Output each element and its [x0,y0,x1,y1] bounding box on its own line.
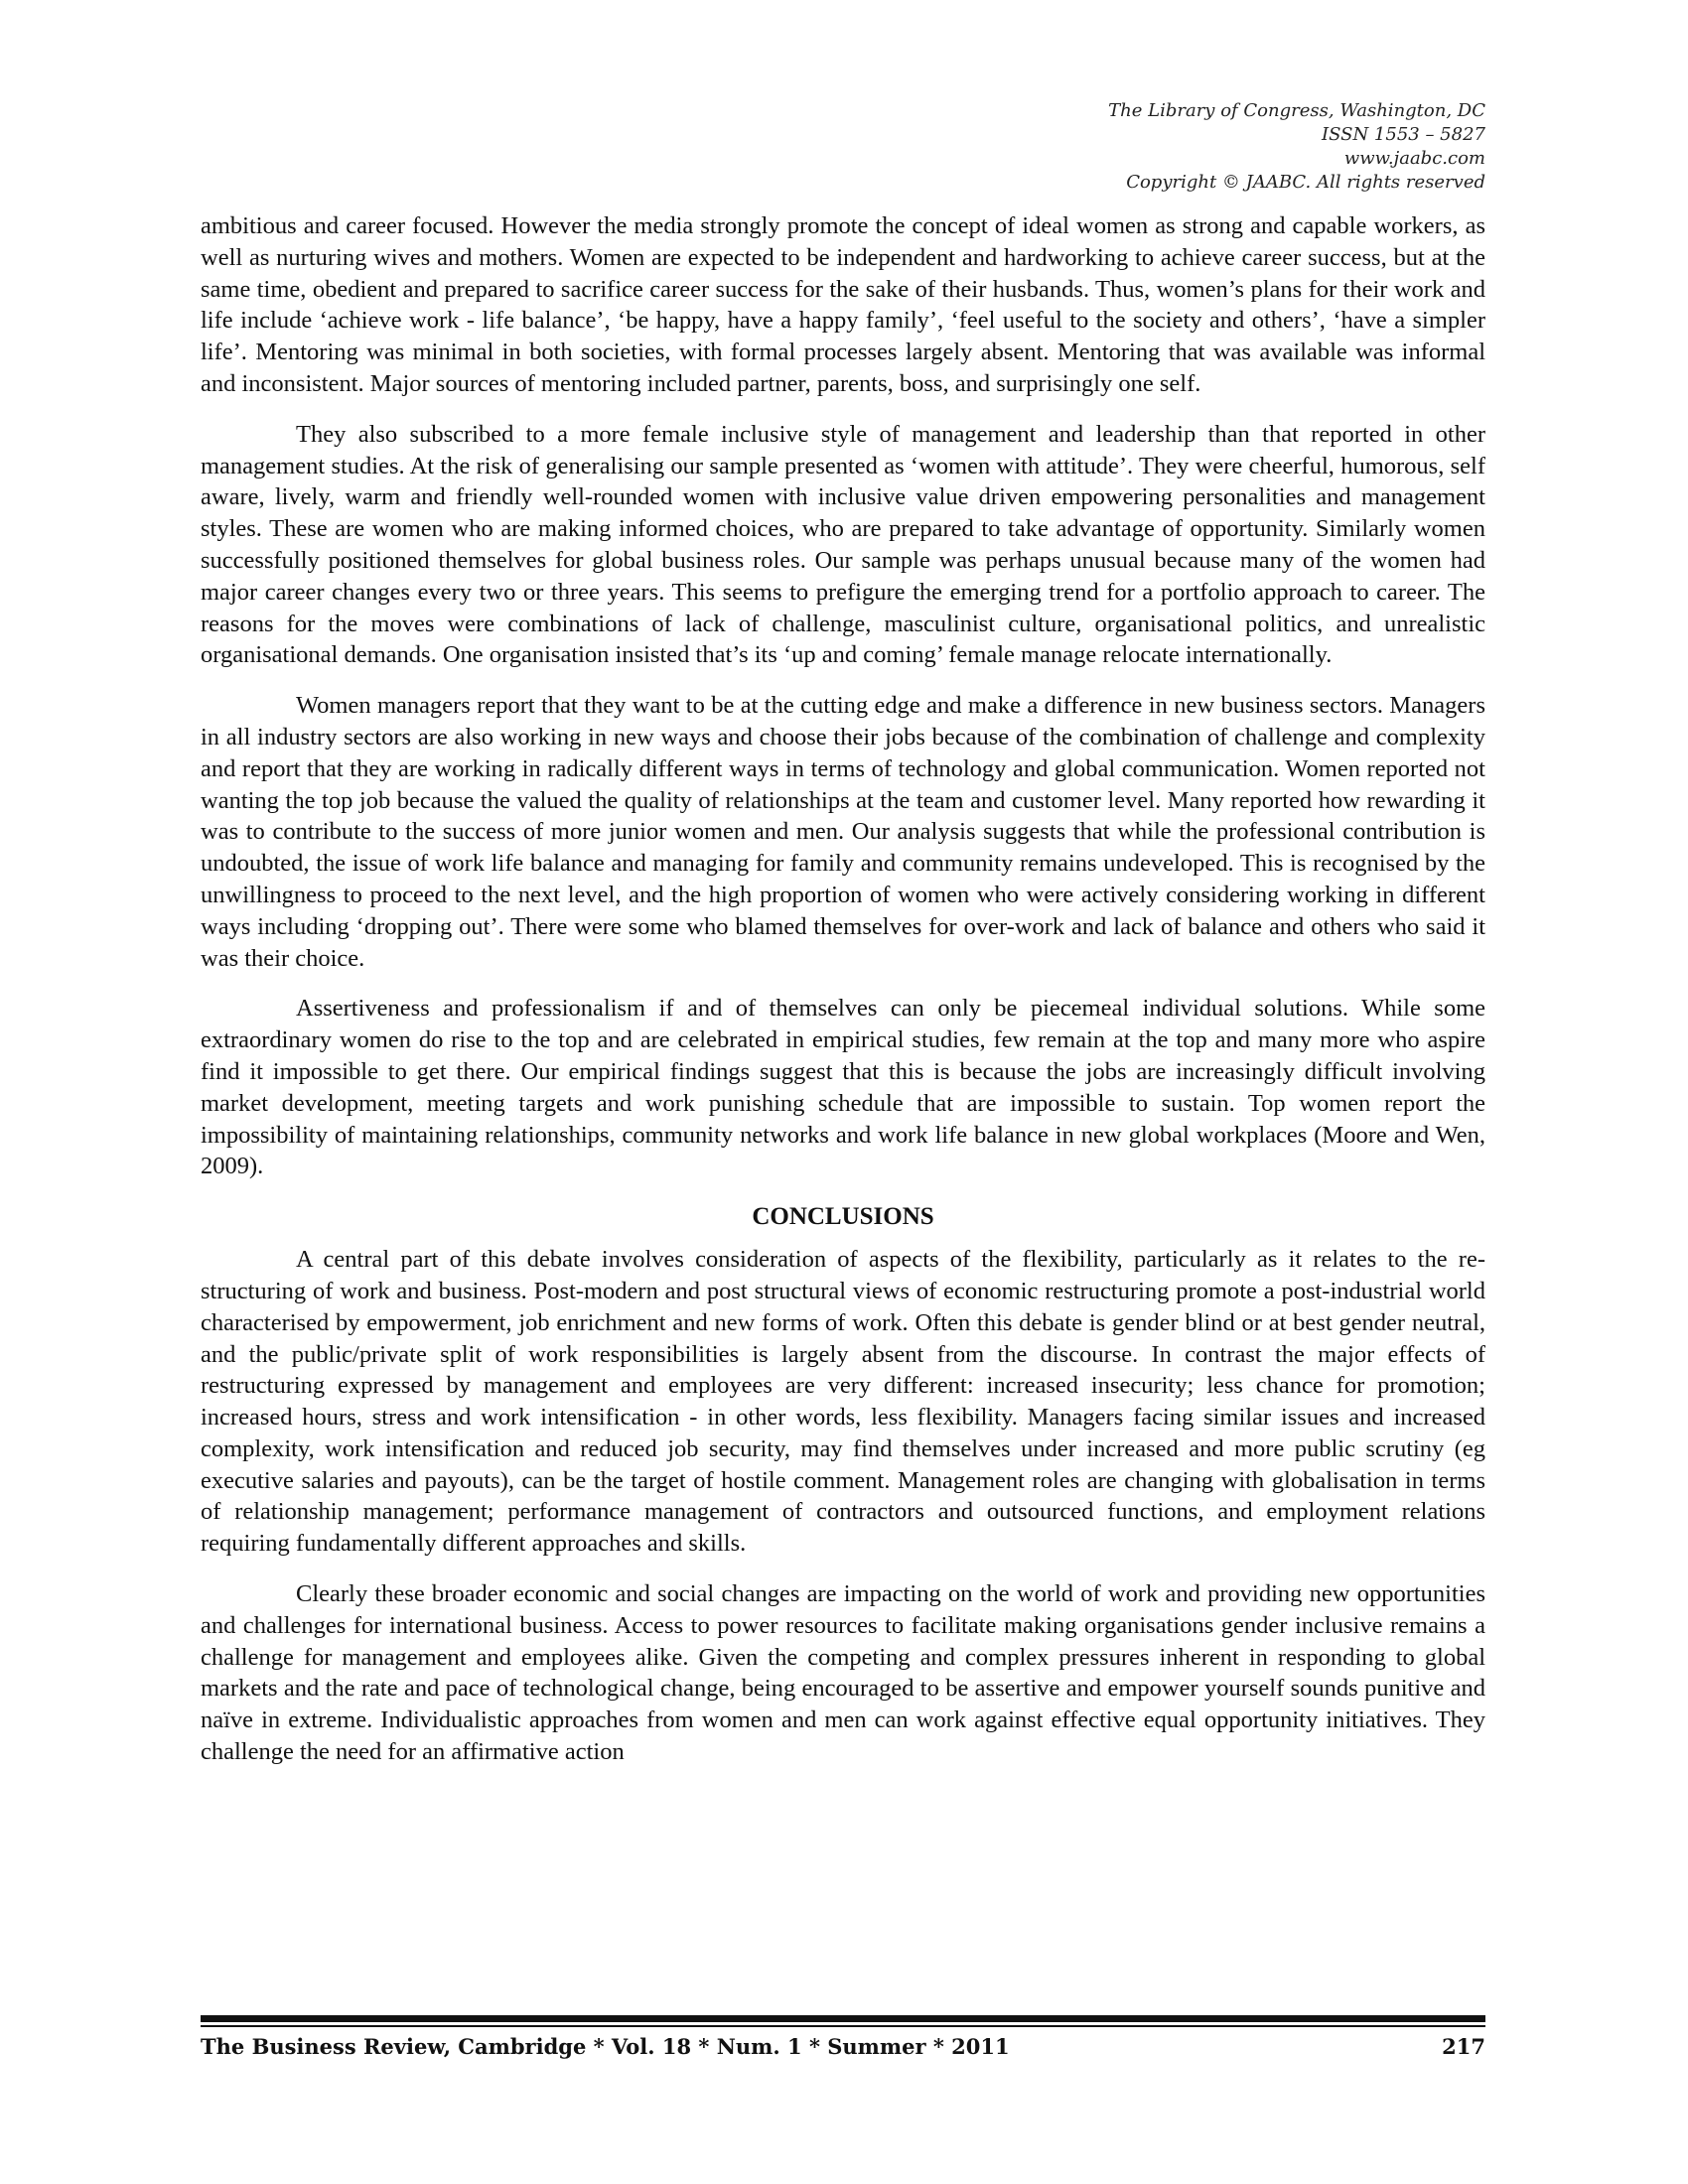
article-body [201,210,1485,1787]
conclusion-paragraph: A central part of this debate involves consideration of aspects of the flexibility, particularly as it relates to the re-structuring of work and business. Post-modern and post structural views of economic restructuring promote a post-industrial world characterised by empowerment, job enrichment and new forms of work. Often this debate is gender blind or at best gender neutral, and the public/private split of work responsibilities is largely absent from the discourse. In contrast the major effects of restructuring expressed by management and employees are very different: increased insecurity; less chance for promotion; increased hours, stress and work intensification - in other words, less flexibility. Managers facing similar issues and increased complexity, work intensification and reduced job security, may find themselves under increased and more public scrutiny (eg executive salaries and payouts), can be the target of hostile comment. Management roles are changing with globalisation in terms of relationship management; performance management of contractors and outsourced functions, and employment relations requiring fundamentally different approaches and skills. [201,1246,1485,1558]
header-website-line: www.jaabc.com [1343,148,1485,169]
header-publisher-line: The Library of Congress, Washington, DC [1108,100,1485,121]
body-paragraph: Assertiveness and professionalism if and of themselves can only be piecemeal individual solutions. While some extraordinary women do rise to the top and are celebrated in empirical studies, few remain at the top and many more who aspire find it impossible to get there. Our empirical findings suggest that this is because the jobs are increasingly difficult involving market development, meeting targets and work punishing schedule that are impossible to sustain. Top women report the impossibility of maintaining relationships, community networks and work life balance in new global workplaces (Moore and Wen, 2009). [201,995,1485,1180]
header-copyright-line: Copyright © JAABC. All rights reserved [1126,172,1485,193]
header-issn-line: ISSN 1553 – 5827 [1322,124,1485,145]
running-header [790,99,1485,195]
body-paragraph: They also subscribed to a more female inclusive style of management and leadership than that reported in other management studies. At the risk of generalising our sample presented as ‘women with attitude’. They were cheerful, humorous, self aware, lively, warm and friendly well-rounded women with inclusive value driven empowering personalities and management styles. These are women who are making informed choices, who are prepared to take advantage of opportunity. Similarly women successfully positioned themselves for global business roles. Our sample was perhaps unusual because many of the women had major career changes every two or three years. This seems to prefigure the emerging trend for a portfolio approach to career. The reasons for the moves were combinations of lack of challenge, masculinist culture, organisational politics, and unrealistic organisational demands. One organisation insisted that’s its ‘up and coming’ female manage relocate internationally. [201,420,1485,669]
section-heading-conclusions: CONCLUSIONS [752,1203,934,1231]
page-number: 217 [1442,2034,1485,2059]
conclusion-paragraph: Clearly these broader economic and social changes are impacting on the world of work and providing new opportunities and challenges for international business. Access to power resources to facilitate making organisations gender inclusive remains a challenge for management and employees alike. Given the competing and complex pressures inherent in responding to global markets and the rate and pace of technological change, being encouraged to be assertive and empower yourself sounds punitive and naïve in extreme. Individualistic approaches from women and men can work against effective equal opportunity initiatives. They challenge the need for an affirmative action [201,1580,1485,1766]
footer-rule-thick [201,2015,1485,2022]
footer-rule-thin [201,2025,1485,2027]
footer-journal-citation: The Business Review, Cambridge * Vol. 18 * Num. 1 * Summer * 2011 [201,2034,1010,2059]
body-paragraph: Women managers report that they want to be at the cutting edge and make a difference in new business sectors. Managers in all industry sectors are also working in new ways and choose their jobs because of the combination of challenge and complexity and report that they are working in radically different ways in terms of technology and global communication. Women reported not wanting the top job because the valued the quality of relationships at the team and customer level. Many reported how rewarding it was to contribute to the success of more junior women and men. Our analysis suggests that while the professional contribution is undoubted, the issue of work life balance and managing for family and community remains undeveloped. This is recognised by the unwillingness to proceed to the next level, and the high proportion of women who were actively considering working in different ways including ‘dropping out’. There were some who blamed themselves for over-work and lack of balance and others who said it was their choice. [201,692,1485,972]
body-paragraph: ambitious and career focused. However the media strongly promote the concept of ideal women as strong and capable workers, as well as nurturing wives and mothers. Women are expected to be independent and hardworking to achieve career success, but at the same time, obedient and prepared to sacrifice career success for the sake of their husbands. Thus, women’s plans for their work and life include ‘achieve work - life balance’, ‘be happy, have a happy family’, ‘feel useful to the society and others’, ‘have a simpler life’. Mentoring was minimal in both societies, with formal processes largely absent. Mentoring that was available was informal and inconsistent. Major sources of mentoring included partner, parents, boss, and surprisingly one self. [201,212,1485,397]
